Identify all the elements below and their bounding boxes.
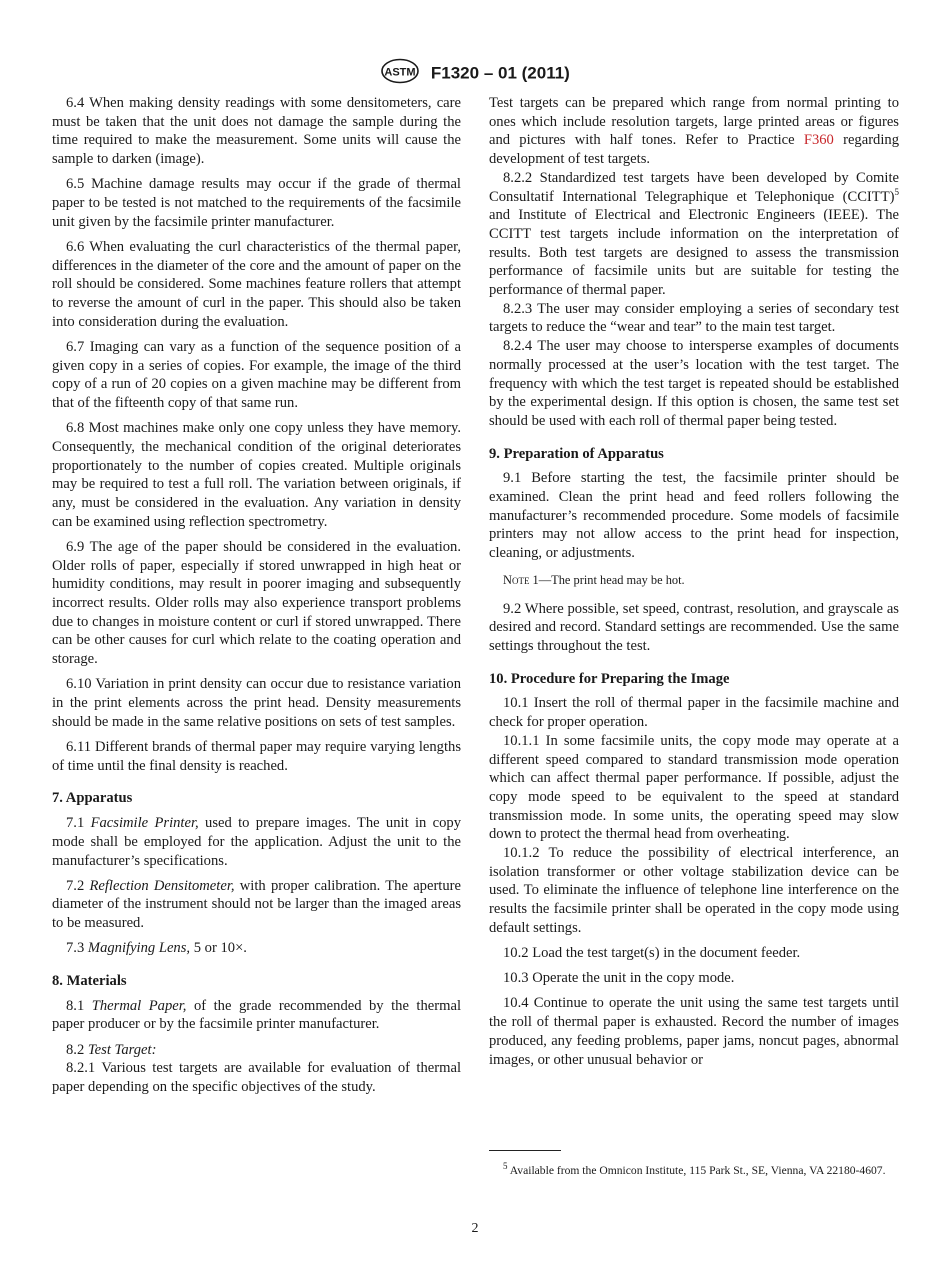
section-10-1-2: 10.1.2 To reduce the possibility of electrical interference, an isolation transformer or other voltage stabilization device can be used. To eliminate the influence of telephone line interference on the results the facsimile printer shall be operated in the copy mode using default settings. [489, 845, 899, 936]
section-8-2 [52, 1041, 461, 1060]
section-10-1-1: 10.1.1 In some facsimile units, the copy mode may operate at a different speed compared to standard transmission mode operation which can affect thermal paper performance. If possible, adjust the copy mode speed to be equivalent to the speed at standard transmission mode. In some units, the operating speed may slow down to protect the thermal head from overheating. [489, 732, 899, 843]
section-7-3 [52, 939, 461, 958]
section-7-3-term: Magnifying Lens, [87, 940, 191, 957]
section-8-2-term: Test Target: [87, 1041, 157, 1058]
section-7-1-term: Facsimile Printer, [90, 815, 199, 832]
section-7-2-text: with proper calibration. The aperture diameter of the instrument should not be larger than the imaged areas to be measured. [52, 877, 461, 932]
note-1-label: Note 1 [503, 572, 539, 587]
section-8-2-3: 8.2.3 The user may consider employing a series of secondary test targets to reduce the “wear and tear” to the main test target. [489, 300, 899, 336]
note-1 [503, 571, 899, 590]
footnote-5-text: Available from the Omnicon Institute, 115 Park St., SE, Vienna, VA 22180-4607. [509, 1164, 886, 1177]
section-8-2-2-text-b: and Institute of Electrical and Electronic Engineers (IEEE). The CCITT test targets include information on the interpretation of results. Both test targets are designed to assess the transmission performance of facsimile units but are suitable for testing the performance of thermal paper. [489, 207, 899, 299]
section-7-2 [52, 877, 461, 933]
section-8-2-1-text-b: regarding development of test targets. [489, 132, 899, 168]
section-9-1: 9.1 Before starting the test, the facsimile printer should be examined. Clean the print head and feed rollers following the manufacturer’s recommended procedure. Some models of facsimile printers may not allow access to the print head for inspection, cleaning, or adjustments. [489, 470, 899, 562]
heading-procedure-preparing-image: 10. Procedure for Preparing the Image [489, 670, 730, 687]
section-7-1-number: 7.1 [66, 815, 85, 832]
section-7-3-text: 5 or 10×. [193, 940, 247, 957]
section-8-2-number: 8.2 [66, 1041, 85, 1058]
footnote-divider [489, 1150, 561, 1151]
astm-logo-icon [380, 58, 420, 89]
left-column [52, 94, 461, 1097]
section-7-2-number: 7.2 [66, 877, 85, 894]
astm-logo-text: ASTM [384, 66, 416, 79]
section-8-1-number: 8.1 [66, 997, 85, 1014]
section-8-2-1-text-a: Test targets can be prepared which range from normal printing to ones which include resolution targets, large printed areas or figures and pictures with half tones. Refer to Practice [489, 95, 899, 149]
section-8-1-text: of the grade recommended by the thermal paper producer or by the facsimile printer manufacturer. [52, 997, 462, 1033]
section-8-1-term: Thermal Paper, [91, 997, 187, 1014]
section-7-1-text: used to prepare images. The unit in copy mode shall be employed for the application. Adjust the unit to the manufacturer’s specifications. [52, 815, 462, 869]
heading-materials: 8. Materials [52, 973, 127, 990]
section-8-2-2 [489, 169, 899, 300]
section-9-2: 9.2 Where possible, set speed, contrast, resolution, and grayscale as desired and record. Standard settings are recommended. Use the same settings throughout the test. [489, 600, 899, 654]
footnote-5 [489, 1163, 899, 1179]
section-6-11: 6.11 Different brands of thermal paper may require varying lengths of time until the final density is reached. [52, 739, 461, 774]
heading-apparatus: 7. Apparatus [52, 790, 133, 807]
section-10-1: 10.1 Insert the roll of thermal paper in the facsimile machine and check for proper operation. [489, 695, 899, 731]
right-column [489, 94, 899, 1076]
section-6-6: 6.6 When evaluating the curl characteristics of the thermal paper, differences in the diameter of the core and the amount of paper on the roll should be considered. Some machines feature rollers that attempt to reverse the amount of curl in the paper. This should also be taken into consideration during the evaluation. [52, 238, 461, 330]
section-8-2-1: 8.2.1 Various test targets are available for evaluation of thermal paper depending on the specific objectives of the study. [52, 1060, 461, 1096]
section-8-1 [52, 997, 461, 1034]
section-6-9: 6.9 The age of the paper should be considered in the evaluation. Older rolls of paper, especially if stored unwrapped in high heat or humidity conditions, may result in poorer imaging and subsequently incorrect results. Older rolls may also experience transport problems due to changes in moisture content or curl if stored unwrapped. There can be other causes for curl which relate to the coating operation and storage. [52, 538, 461, 668]
section-7-2-term: Reflection Densitometer, [89, 877, 235, 894]
section-6-4: 6.4 When making density readings with some densitometers, care must be taken that the unit does not damage the sample during the time required to make the measurement. Some units will cause the sample to darken (image). [52, 95, 461, 168]
section-6-5: 6.5 Machine damage results may occur if the grade of thermal paper to be tested is not matched to the requirements of the facsimile unit given by the facsimile printer manufacturer. [52, 176, 461, 230]
heading-preparation-of-apparatus: 9. Preparation of Apparatus [489, 445, 664, 462]
section-6-7: 6.7 Imaging can vary as a function of the sequence position of a given copy in a series of copies. For example, the image of the third copy of a run of 20 copies on a given machine may be different from that of the fifteenth copy of that same run. [52, 338, 461, 412]
section-10-2: 10.2 Load the test target(s) in the document feeder. [503, 945, 801, 962]
section-7-1 [52, 814, 461, 870]
section-8-2-1-continued [489, 94, 899, 169]
section-6-8: 6.8 Most machines make only one copy unless they have memory. Consequently, the mechanical condition of the original deteriorates proportionately to the number of copies created. Multiple originals may be required to test a full roll. The variation between originals, if any, must be considered in the evaluation. Any variation in density can be examined using reflection spectrometry. [52, 420, 461, 530]
footnote-5-marker: 5 [503, 1161, 508, 1172]
page-header [0, 58, 950, 89]
footnote-ref-5[interactable]: 5 [894, 186, 899, 197]
section-10-3: 10.3 Operate the unit in the copy mode. [503, 970, 735, 987]
section-8-2-2-text-a: 8.2.2 Standardized test targets have been developed by Comite Consultatif International Telegraphique et Telephonique (CCITT) [489, 169, 899, 205]
note-1-text: —The print head may be hot. [538, 572, 685, 587]
section-7-3-number: 7.3 [66, 940, 85, 957]
section-6-10: 6.10 Variation in print density can occur due to resistance variation in the print elements across the print head. Density measurements should be made in the same relative positions on sets of test samples. [52, 676, 461, 730]
section-8-2-4: 8.2.4 The user may choose to intersperse examples of documents normally processed at the user’s location with the test target. The frequency with which the test target is repeated should be established by the experimental design. If this option is chosen, the same test set should be used with each roll of thermal paper being tested. [489, 338, 899, 429]
document-designation: F1320 – 01 (2011) [430, 63, 570, 83]
section-10-4: 10.4 Continue to operate the unit using the same test targets until the roll of thermal paper is exhausted. Record the number of images produced, any feeding problems, paper jams, noncut pages, abnormal images, or other unusual behavior or [489, 995, 899, 1068]
practice-f360-link[interactable]: F360 [803, 132, 834, 149]
page-number: 2 [471, 1221, 479, 1236]
